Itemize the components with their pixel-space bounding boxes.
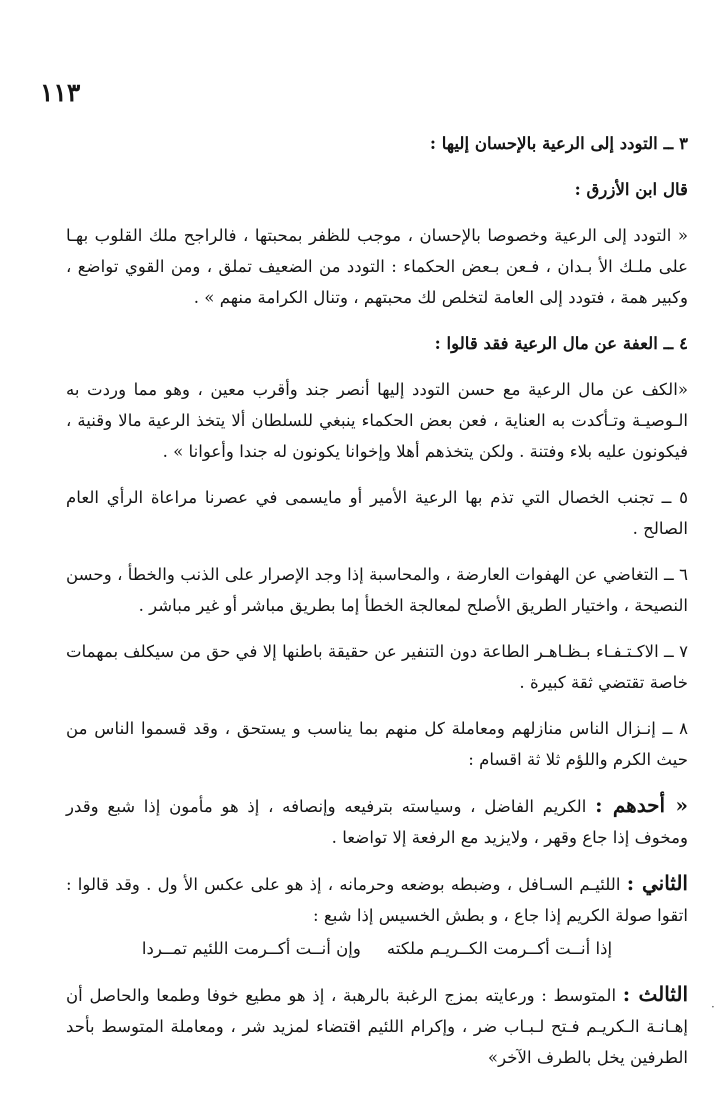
category-lead: « أحدهم : (595, 793, 688, 817)
verse-second-hemistich: وإن أنــت أكــرمت اللئيم تمــردا (141, 939, 361, 958)
attribution-text: قال ابن الأزرق : (574, 179, 688, 199)
page-number: ١١٣ (40, 78, 81, 107)
section-heading (66, 328, 688, 359)
category-body: اللئيـم السـافل ، وضبطه بوضعه وحرمانه ، إذ هو على عكس الأ ول . وقد قالوا : اتقوا صولة الكريم إذا جاع ، و بطش الخسيس إذا شبع : (66, 875, 688, 925)
item-text: ٧ ــ الاكـتـفـاء بـظـاهـر الطاعة دون التنفير عن حقيقة باطنها إلا في حق من سيكلف بمهمات خاصة تقتضي ثقة كبيرة . (66, 642, 688, 692)
poetry-verse (66, 933, 688, 964)
item-text: ٨ ــ إنـزال الناس منازلهم ومعاملة كل منهم بما يناسب و يستحق ، وقد قسموا الناس من حيث الكرم واللؤم ثلا ثة اقسام : (66, 719, 688, 769)
category-text (66, 979, 688, 1073)
quote-text: «الكف عن مال الرعية مع حسن التودد إليها أنصر جند وأقرب معين ، وهو مما وردت به الـوصيـة وتـأكدت به العناية ، فعن بعض الحكماء ينبغي للسلطان ألا يتخذ الرعية مالا وقنية ، فيكونون عليه بلاء وفتنة . ولكن يتخذهم أهلا وإخوانا يكونون له جندا وأعوانا » . (66, 380, 688, 461)
category-lead: الثاني : (626, 871, 688, 895)
category-paragraph (66, 979, 688, 1073)
numbered-item (66, 636, 688, 698)
heading-text: ٣ ــ التودد إلى الرعية بالإحسان إليها : (429, 133, 688, 153)
quote-paragraph (66, 374, 688, 467)
category-paragraph (66, 790, 688, 853)
verse-first-hemistich: إذا أنــت أكــرمت الكــريـم ملكته (386, 939, 613, 958)
numbered-item (66, 559, 688, 621)
category-paragraph (66, 868, 688, 964)
numbered-item (66, 482, 688, 544)
numbered-item (66, 713, 688, 775)
category-body: الكريم الفاضل ، وسياسته بترفيعه وإنصافه ، إذ هو مأمون إذا شبع وقدر ومخوف إذا جاع وقهر ، ولايزيد مع الرفعة إلا تواضعا . (66, 797, 688, 847)
category-body: المتوسط : ورعايته بمزج الرغبة بالرهبة ، إذ هو مطيع خوفا وطمعا والحاصل أن إهـانـة الـكريـم فـتح لـبـاب ضر ، وإكرام اللئيم اقتضاء لمزيد شر ، ومعاملة المتوسط بأحد الطرفين يخل بالطرف الآخر» (66, 986, 688, 1067)
heading-text: ٤ ــ العفة عن مال الرعية فقد قالوا : (434, 333, 688, 353)
category-text (66, 868, 688, 931)
item-text: ٦ ــ التغاضي عن الهفوات العارضة ، والمحاسبة إذا وجد الإصرار على الذنب والخطأ ، وحسن النصيحة ، واختيار الطريق الأصلح لمعالجة الخطأ إما بطريق مباشر أو غير مباشر . (66, 565, 688, 615)
item-text: ٥ ــ تجنب الخصال التي تذم بها الرعية الأمير أو مايسمى في عصرنا مراعاة الرأي العام الصالح . (66, 488, 688, 538)
category-text (66, 790, 688, 853)
scan-mark: · (711, 1000, 715, 1014)
section-heading (66, 128, 688, 159)
page-content (66, 128, 688, 1088)
attribution (66, 174, 688, 205)
quote-text: « التودد إلى الرعية وخصوصا بالإحسان ، موجب للظفر بمحبتها ، فالراجح ملك القلوب بهـا على ملـك الأ بـدان ، فـعن بـعض الحكماء : التودد من الضعيف تملق ، ومن القوي تواضع ، وكبير همة ، فتودد إلى العامة لتخلص لك محبتهم ، وتنال الكرامة منهم » . (66, 226, 688, 307)
category-lead: الثالث : (622, 982, 688, 1006)
quote-paragraph (66, 220, 688, 313)
